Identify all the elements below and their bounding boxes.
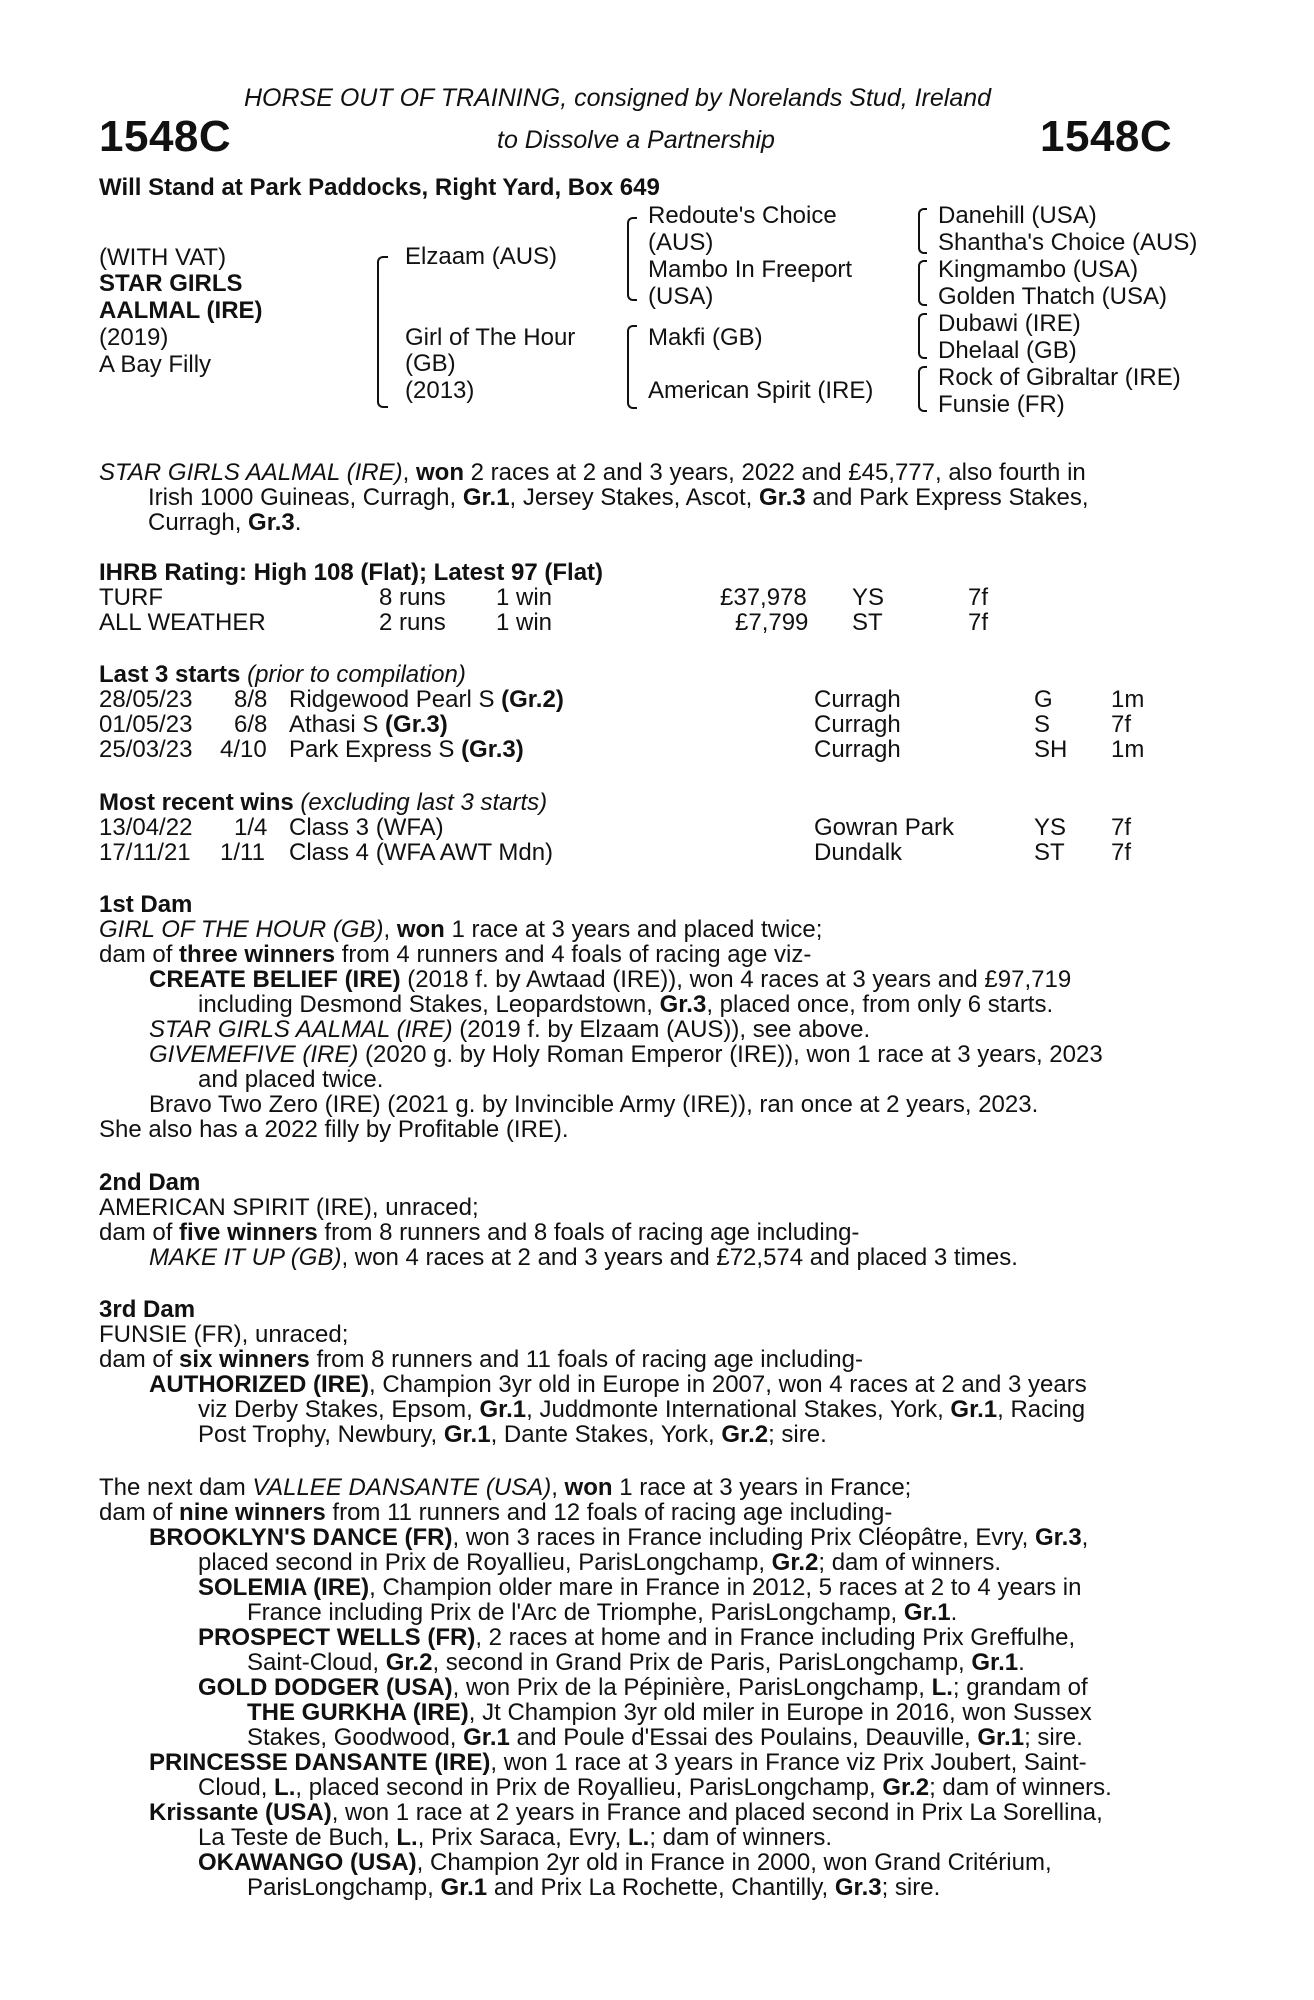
lot-number-right: 1548C (1040, 112, 1173, 161)
produce-text: and Poule d'Essai des Poulains, Deauville, (509, 1724, 978, 1751)
dam-1: Girl of The Hour (405, 324, 576, 351)
win-race: Class 4 (WFA AWT Mdn) (289, 839, 554, 866)
produce-text: Stakes, Goodwood, (247, 1724, 464, 1751)
produce-grade: Gr.1 (971, 1649, 1019, 1676)
produce-text: ; dam of winners. (929, 1774, 1112, 1801)
produce-grade: Gr.1 (479, 1396, 527, 1423)
vat-note: (WITH VAT) (99, 244, 227, 271)
produce-grade: Gr.3 (1034, 1524, 1082, 1551)
summary-grade-3: Gr.3 (758, 484, 806, 511)
grandparent-4: Golden Thatch (USA) (938, 283, 1167, 310)
produce-text: and placed twice. (198, 1066, 384, 1093)
produce-text: , Juddmonte International Stakes, York, (526, 1396, 951, 1423)
produce-name: SOLEMIA (IRE) (198, 1574, 370, 1601)
produce-name: MAKE IT UP (GB) (149, 1244, 342, 1271)
produce-text: , second in Grand Prix de Paris, ParisLongchamp, (432, 1649, 972, 1676)
produce-text: , Champion 2yr old in France in 2000, won Grand Critérium, (416, 1849, 1052, 1876)
produce-grade: Gr.1 (440, 1874, 488, 1901)
produce-text: viz Derby Stakes, Epsom, (198, 1396, 480, 1423)
produce-grade: L. (931, 1674, 953, 1701)
produce-text: . (950, 1599, 958, 1626)
start-position: 6/8 (234, 711, 268, 738)
produce-text: placed second in Prix de Royallieu, ParisLongchamp, (198, 1549, 772, 1576)
pedigree-brace-4 (918, 208, 927, 254)
produce-name: AUTHORIZED (IRE) (149, 1371, 369, 1398)
rating-wins: 1 win (496, 584, 553, 611)
win-date: 13/04/22 (99, 814, 193, 841)
second-dam-produce-a: dam of (99, 1219, 180, 1246)
next-dam-winners: nine winners (179, 1499, 326, 1526)
produce-text: , placed second in Prix de Royallieu, ParisLongchamp, (295, 1774, 883, 1801)
win-position: 1/11 (220, 839, 265, 866)
dam-3: (2013) (405, 377, 475, 404)
produce-text: Saint-Cloud, (247, 1649, 386, 1676)
recent-wins-heading (99, 790, 547, 815)
summary-won: won (415, 459, 464, 486)
produce-name: GIVEMEFIVE (IRE) (149, 1041, 359, 1068)
win-date: 17/11/21 (99, 839, 191, 866)
first-dam-winners: three winners (179, 941, 336, 968)
start-date: 01/05/23 (99, 711, 193, 738)
produce-text: including Desmond Stakes, Leopardstown, (198, 991, 660, 1018)
rating-distance: 7f (968, 609, 989, 636)
start-going: SH (1034, 736, 1068, 763)
start-going: G (1034, 686, 1053, 713)
grandparent-8: Funsie (FR) (938, 391, 1065, 418)
summary-text-2b: , Jersey Stakes, Ascot, (509, 484, 759, 511)
summary-grade-1: Gr.1 (462, 484, 510, 511)
produce-text: Bravo Two Zero (IRE) (2021 g. by Invincible Army (IRE)), ran once at 2 years, 2023. (149, 1091, 1039, 1118)
produce-text: France including Prix de l'Arc de Triomphe, ParisLongchamp, (247, 1599, 904, 1626)
summary-text-2c: and Park Express Stakes, (805, 484, 1089, 511)
grandparent-2: Shantha's Choice (AUS) (938, 229, 1198, 256)
produce-text: ; sire. (1024, 1724, 1083, 1751)
grandparent-3: Kingmambo (USA) (938, 256, 1139, 283)
produce-text: . (1018, 1649, 1025, 1676)
produce-text: , Champion 3yr old in Europe in 2007, won 4 races at 2 and 3 years (368, 1371, 1087, 1398)
produce-text: ; grandam of (952, 1674, 1088, 1701)
summary-text-2a: Irish 1000 Guineas, Curragh, (148, 484, 463, 511)
next-dam-intro: The next dam (99, 1474, 253, 1501)
rating-distance: 7f (968, 584, 989, 611)
last-starts-heading (99, 662, 466, 687)
produce-text: (2020 g. by Holy Roman Emperor (IRE)), won 1 race at 3 years, 2023 (358, 1041, 1103, 1068)
produce-grade: Gr.3 (834, 1874, 882, 1901)
rating-wins: 1 win (496, 609, 553, 636)
pedigree-brace-2 (627, 217, 637, 301)
produce-text: , Prix Saraca, Evry, (417, 1824, 628, 1851)
start-race-grade: (Gr.2) (501, 686, 564, 713)
produce-text: , Champion older mare in France in 2012, 5 races at 2 to 4 years in (369, 1574, 1082, 1601)
second-dam-winners: five winners (179, 1219, 318, 1246)
summary-text-3b: . (294, 509, 302, 536)
produce-name: THE GURKHA (IRE) (247, 1699, 469, 1726)
pedigree-brace-6 (918, 313, 927, 359)
produce-text: and Prix La Rochette, Chantilly, (487, 1874, 835, 1901)
produce-text: , Dante Stakes, York, (490, 1421, 722, 1448)
produce-text: , placed once, from only 6 starts. (706, 991, 1054, 1018)
produce-text: ParisLongchamp, (247, 1874, 441, 1901)
produce-text: Cloud, (198, 1774, 275, 1801)
grandparent-5: Dubawi (IRE) (938, 310, 1081, 337)
sire: Elzaam (AUS) (405, 243, 558, 270)
horse-year: (2019) (99, 324, 169, 351)
first-dam-note: She also has a 2022 filly by Profitable (IRE). (99, 1116, 569, 1143)
second-dam-section (99, 1170, 1193, 1270)
last-starts-title: Last 3 starts (99, 661, 241, 688)
race-summary: STAR GIRLS AALMAL (IRE), won 2 races at 2 and 3 years, 2022 and £45,777, also fourth in Irish 1000 Guineas, Curragh, Gr.1, Jersey Stakes, Ascot, Gr.3 and Park Express Stakes, Curragh, Gr.3. (99, 459, 1089, 536)
start-course: Curragh (814, 736, 901, 763)
next-dam-record: 1 race at 3 years in France; (612, 1474, 912, 1501)
rating-title: IHRB Rating: High 108 (Flat); Latest 97 (Flat) (99, 559, 604, 586)
stand-location: Will Stand at Park Paddocks, Right Yard, Box 649 (99, 174, 660, 201)
lot-number-left: 1548C (99, 112, 232, 161)
start-race (289, 737, 524, 762)
start-course: Curragh (814, 711, 901, 738)
produce-text: , 2 races at home and in France including Prix Greffulhe, (475, 1624, 1076, 1651)
produce-text: La Teste de Buch, (198, 1824, 397, 1851)
start-race-name: Athasi S (289, 711, 386, 738)
first-dam-record: 1 race at 3 years and placed twice; (444, 916, 823, 943)
start-distance: 1m (1111, 736, 1145, 763)
produce-name: PROSPECT WELLS (FR) (198, 1624, 476, 1651)
rating-going: YS (852, 584, 885, 611)
rating-prize: £7,799 (735, 609, 809, 636)
start-distance: 7f (1111, 711, 1132, 738)
recent-wins-subtitle: (excluding last 3 starts) (293, 789, 548, 816)
second-dam-name: AMERICAN SPIRIT (IRE), unraced; (99, 1194, 479, 1221)
produce-grade: L. (274, 1774, 296, 1801)
produce-text: , won 4 races at 2 and 3 years and £72,574 and placed 3 times. (341, 1244, 1018, 1271)
produce-name: CREATE BELIEF (IRE) (149, 966, 401, 993)
produce-text: , won Prix de la Pépinière, ParisLongchamp, (452, 1674, 932, 1701)
pedigree-brace-3 (627, 325, 637, 409)
horse-name-2: AALMAL (IRE) (99, 297, 263, 324)
summary-text-3: Curragh, (148, 509, 249, 536)
produce-name: BROOKLYN'S DANCE (FR) (149, 1524, 453, 1551)
summary-text-1: 2 races at 2 and 3 years, 2022 and £45,777, also fourth in (463, 459, 1086, 486)
win-going: YS (1034, 814, 1067, 841)
dam-dam: American Spirit (IRE) (648, 377, 874, 404)
produce-grade: Gr.2 (882, 1774, 930, 1801)
next-dam-produce-a: dam of (99, 1499, 180, 1526)
produce-grade: Gr.1 (903, 1599, 951, 1626)
produce-text: (2019 f. by Elzaam (AUS)), see above. (452, 1016, 871, 1043)
start-race (289, 712, 448, 737)
grandparent-6: Dhelaal (GB) (938, 337, 1077, 364)
produce-name: PRINCESSE DANSANTE (IRE) (149, 1749, 491, 1776)
produce-text: , won 1 race at 2 years in France and placed second in Prix La Sorellina, (331, 1799, 1103, 1826)
pedigree-brace-1 (377, 256, 388, 408)
produce-grade: Gr.1 (463, 1724, 510, 1751)
produce-text: , Jt Champion 3yr old miler in Europe in 2016, won Sussex (468, 1699, 1092, 1726)
horse-description: A Bay Filly (99, 351, 212, 378)
start-position: 8/8 (234, 686, 268, 713)
start-going: S (1034, 711, 1051, 738)
grandparent-7: Rock of Gibraltar (IRE) (938, 364, 1181, 391)
consignment-line-2: to Dissolve a Partnership (497, 126, 775, 154)
produce-grade: L. (627, 1824, 650, 1851)
third-dam-name: FUNSIE (FR), unraced; (99, 1321, 349, 1348)
start-date: 28/05/23 (99, 686, 193, 713)
win-course: Dundalk (814, 839, 903, 866)
sire-dam-2: (USA) (648, 283, 714, 310)
third-dam-section (99, 1297, 1193, 1447)
next-dam-won: won (564, 1474, 613, 1501)
next-dam-name: VALLEE DANSANTE (USA) (252, 1474, 552, 1501)
rating-runs: 8 runs (379, 584, 446, 611)
produce-grade: Gr.1 (443, 1421, 491, 1448)
win-race: Class 3 (WFA) (289, 814, 444, 841)
rating-runs: 2 runs (379, 609, 446, 636)
produce-grade: Gr.2 (721, 1421, 769, 1448)
produce-name: GOLD DODGER (USA) (198, 1674, 453, 1701)
start-race-name: Park Express S (289, 736, 462, 763)
produce-text: Post Trophy, Newbury, (198, 1421, 444, 1448)
win-going: ST (1034, 839, 1065, 866)
produce-text: ; sire. (768, 1421, 827, 1448)
produce-text: (2018 f. by Awtaad (IRE)), won 4 races at 3 years and £97,719 (400, 966, 1072, 993)
first-dam-produce-a: dam of (99, 941, 180, 968)
grandparent-1: Danehill (USA) (938, 202, 1097, 229)
start-race-name: Ridgewood Pearl S (289, 686, 502, 713)
win-distance: 7f (1111, 839, 1132, 866)
start-date: 25/03/23 (99, 736, 193, 763)
dam-2: (GB) (405, 350, 456, 377)
win-distance: 7f (1111, 814, 1132, 841)
start-race (289, 687, 564, 712)
third-dam-title: 3rd Dam (99, 1296, 196, 1323)
produce-name: OKAWANGO (USA) (198, 1849, 417, 1876)
produce-name: Krissante (USA) (149, 1799, 332, 1826)
produce-grade: Gr.2 (771, 1549, 819, 1576)
produce-text: ; sire. (881, 1874, 941, 1901)
third-dam-winners: six winners (179, 1346, 310, 1373)
sire-sire-1: Redoute's Choice (648, 202, 837, 229)
rating-going: ST (852, 609, 883, 636)
first-dam-title: 1st Dam (99, 891, 193, 918)
produce-text: ; dam of winners. (818, 1549, 1002, 1576)
last-starts-subtitle: (prior to compilation) (240, 661, 466, 688)
pedigree-brace-7 (918, 366, 927, 412)
third-dam-produce-c: from 8 runners and 11 foals of racing age including- (309, 1346, 863, 1373)
produce-text: , won 1 race at 3 years in France viz Prix Joubert, Saint- (490, 1749, 1087, 1776)
sire-sire-2: (AUS) (648, 229, 714, 256)
first-dam-name: GIRL OF THE HOUR (GB) (99, 916, 384, 943)
produce-grade: L. (396, 1824, 418, 1851)
second-dam-produce-c: from 8 runners and 8 foals of racing age including- (317, 1219, 860, 1246)
rating-prize: £37,978 (720, 584, 807, 611)
produce-text: , Racing (997, 1396, 1086, 1423)
sire-dam-1: Mambo In Freeport (648, 256, 853, 283)
start-race-grade: (Gr.3) (461, 736, 524, 763)
start-distance: 1m (1111, 686, 1145, 713)
second-dam-title: 2nd Dam (99, 1169, 201, 1196)
third-dam-produce-a: dam of (99, 1346, 180, 1373)
first-dam-won: won (396, 916, 445, 943)
consignment-line: HORSE OUT OF TRAINING, consigned by Norelands Stud, Ireland (244, 84, 992, 112)
rating-surface: ALL WEATHER (99, 609, 266, 636)
produce-grade: Gr.2 (385, 1649, 433, 1676)
start-course: Curragh (814, 686, 901, 713)
produce-name: STAR GIRLS AALMAL (IRE) (149, 1016, 453, 1043)
summary-horse-name: STAR GIRLS AALMAL (IRE) (99, 459, 403, 486)
win-course: Gowran Park (814, 814, 955, 841)
produce-grade: Gr.1 (977, 1724, 1025, 1751)
win-position: 1/4 (234, 814, 268, 841)
produce-text: ; dam of winners. (649, 1824, 833, 1851)
summary-grade-3b: Gr.3 (248, 509, 295, 536)
first-dam-section: 1st Dam GIRL OF THE HOUR (GB), won 1 race at 3 years and placed twice; dam of three winners from 4 runners and 4 foals of racing age viz- CREATE BELIEF (IRE) (2018 f. by Awtaad (IRE)), won 4 races at 3 years and £97,719 including Desmond Stakes, Leopardstown, Gr.3, placed once, from only 6 starts. STAR GIRLS AALMAL (IRE) (2019 f. by Elzaam (AUS)), see above. GIVEMEFIVE (IRE) (2020 g. by Holy Roman Emperor (IRE)), won 1 race at 3 years, 2023 and placed twice. Bravo Two Zero (IRE) (2021 g. by Invincible Army (IRE)), ran once at 2 years, 2023. She also has a 2022 filly by Profitable (IRE). (99, 892, 1193, 1142)
start-race-grade: (Gr.3) (385, 711, 448, 738)
produce-grade: Gr.3 (659, 991, 707, 1018)
start-position: 4/10 (220, 736, 267, 763)
recent-wins-title: Most recent wins (99, 789, 294, 816)
produce-grade: Gr.1 (950, 1396, 998, 1423)
next-dam-section: The next dam VALLEE DANSANTE (USA), won 1 race at 3 years in France; dam of nine winners from 11 runners and 12 foals of racing age including- BROOKLYN'S DANCE (FR), won 3 races in France including Prix Cléopâtre, Evry, Gr.3, placed second in Prix de Royallieu, ParisLongchamp, Gr.2; dam of winners. SOLEMIA (IRE), Champion older mare in France in 2012, 5 races at 2 to 4 years in France including Prix de l'Arc de Triomphe, ParisLongchamp, Gr.1. PROSPECT WELLS (FR), 2 races at home and in France including Prix Greffulhe, Saint-Cloud, Gr.2, second in Grand Prix de Paris, ParisLongchamp, Gr.1. GOLD DODGER (USA), won Prix de la Pépinière, ParisLongchamp, L.; grandam of THE GURKHA (IRE), Jt Champion 3yr old miler in Europe in 2016, won Sussex Stakes, Goodwood, Gr.1 and Poule d'Essai des Poulains, Deauville, Gr.1; sire. PRINCESSE DANSANTE (IRE), won 1 race at 3 years in France viz Prix Joubert, Saint- Cloud, L., placed second in Prix de Royallieu, ParisLongchamp, Gr.2; dam of winners. Krissante (USA), won 1 race at 2 years in France and placed second in Prix La Sorellina, La Teste de Buch, L., Prix Saraca, Evry, L.; dam of winners. OKAWANGO (USA), Champion 2yr old in France in 2000, won Grand Critérium, ParisLongchamp, Gr.1 and Prix La Rochette, Chantilly, Gr.3; sire. (99, 1474, 1112, 1901)
first-dam-produce-c: from 4 runners and 4 foals of racing age viz- (335, 941, 812, 968)
produce-text: , won 3 races in France including Prix Cléopâtre, Evry, (452, 1524, 1035, 1551)
dam-sire: Makfi (GB) (648, 324, 763, 351)
pedigree-brace-5 (918, 260, 927, 306)
horse-name-1: STAR GIRLS (99, 270, 243, 297)
rating-surface: TURF (99, 584, 163, 611)
next-dam-produce-c: from 11 runners and 12 foals of racing age including- (325, 1499, 893, 1526)
